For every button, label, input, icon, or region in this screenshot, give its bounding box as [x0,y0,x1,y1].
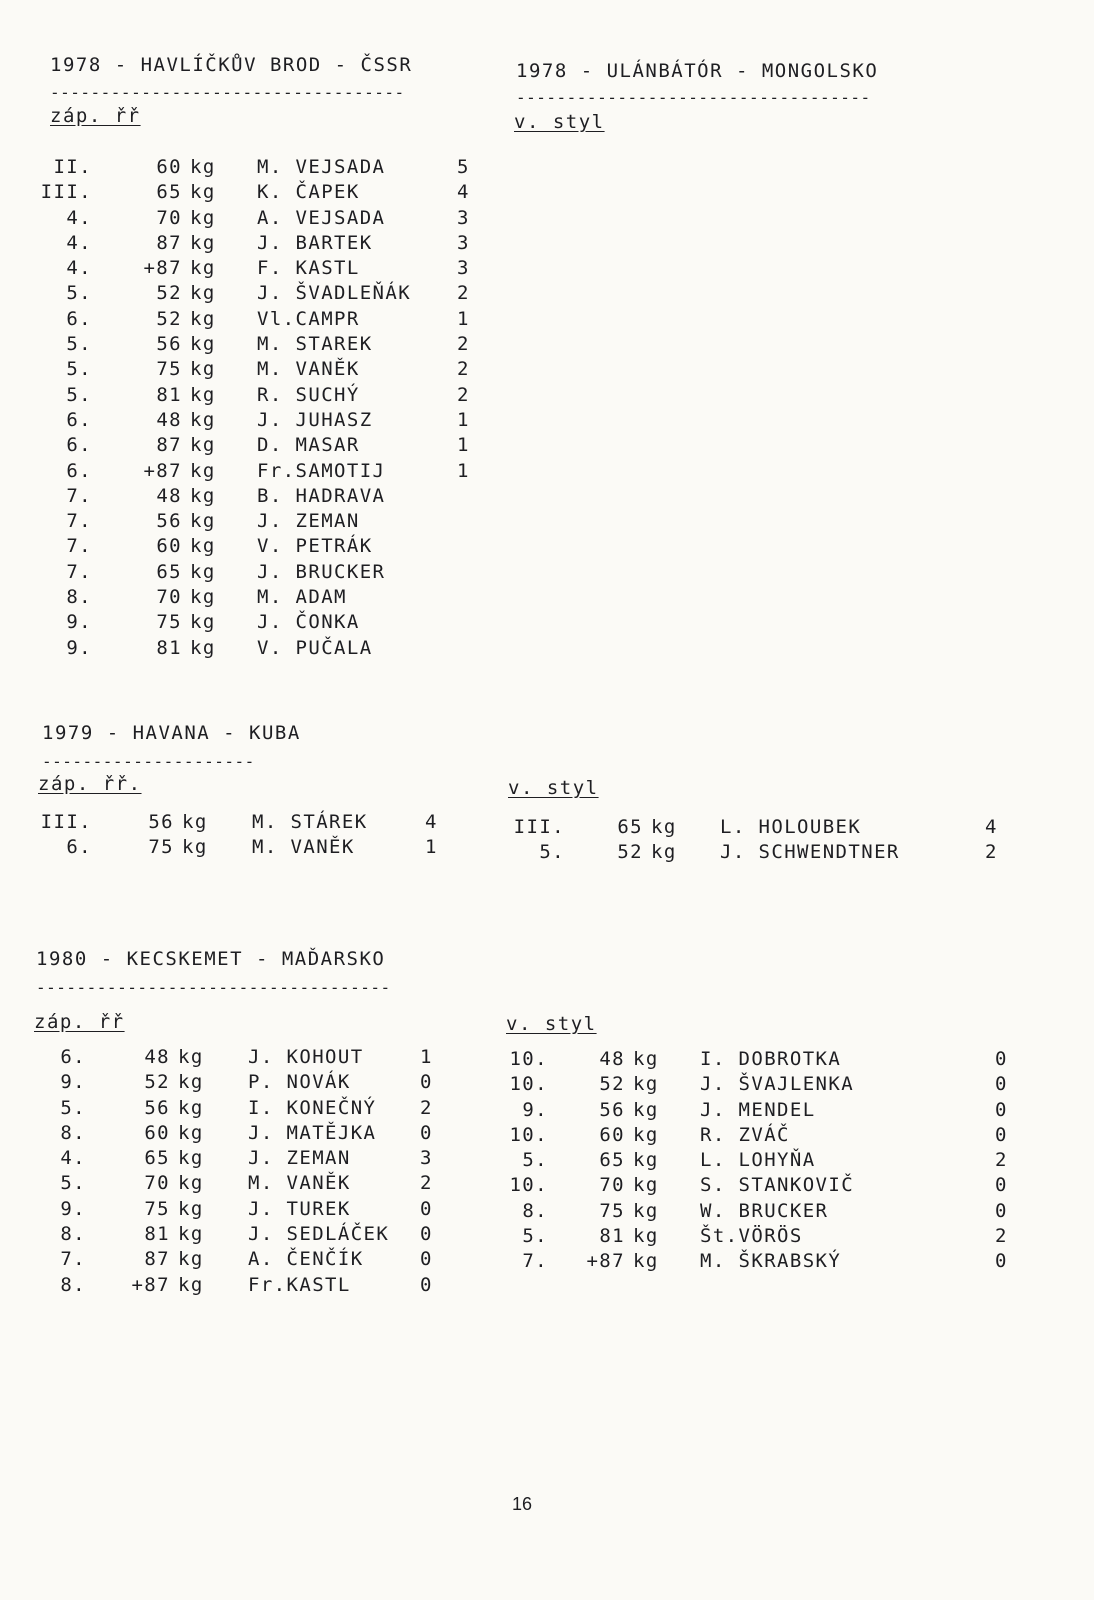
athlete-name: J. ZEMAN [257,510,360,533]
section-title-1978-havlickuv-brod: 1978 - HAVLÍČKŮV BROD - ČSSR [50,54,413,76]
weight-unit: kg [190,560,216,583]
weight-unit: kg [190,231,216,254]
dashed-rule: ----------------------------------- [50,88,405,98]
points: 2 [420,1172,433,1195]
result-row [0,1098,1094,1123]
weight-class: 70 [156,206,182,229]
placement: 5. [66,282,92,305]
weight-unit: kg [633,1073,659,1096]
weight-class: 48 [156,484,182,507]
style-label-zap-rr: záp. řř [34,1011,125,1033]
weight-class: 65 [599,1149,625,1172]
result-row [0,459,500,484]
result-row [0,1072,1094,1097]
dashed-rule: ----------------------------------- [516,93,871,103]
placement: 10. [509,1174,548,1197]
placement: 5. [522,1225,548,1248]
points: 0 [420,1071,433,1094]
weight-unit: kg [190,484,216,507]
weight-unit: kg [178,1096,204,1119]
placement: 9. [66,611,92,634]
athlete-name: Vl.CAMPR [257,307,360,330]
placement: 4. [60,1147,86,1170]
placement: 9. [60,1071,86,1094]
result-row [0,610,500,635]
result-row [0,1249,1094,1274]
weight-class: 75 [156,358,182,381]
placement: 6. [66,408,92,431]
style-label-zap-rr: záp. řř [50,105,141,127]
placement: 4. [66,206,92,229]
weight-unit: kg [190,510,216,533]
placement: 10. [509,1048,548,1070]
athlete-name: I. KONEČNÝ [248,1096,377,1119]
section-title-1980-kecskemet: 1980 - KECSKEMET - MAĎARSKO [36,948,386,970]
placement: 6. [66,434,92,457]
section-title-1978-ulanbator: 1978 - ULÁNBÁTÓR - MONGOLSKO [516,60,879,82]
placement: III. [40,181,92,204]
athlete-name: J. SEDLÁČEK [248,1223,390,1246]
points: 1 [457,459,470,482]
placement: 5. [66,358,92,381]
weight-unit: kg [633,1098,659,1121]
weight-unit: kg [178,1147,204,1170]
athlete-name: L. HOLOUBEK [720,816,862,838]
athlete-name: J. JUHASZ [257,408,373,431]
points: 1 [425,836,438,859]
weight-unit: kg [190,611,216,634]
athlete-name: P. NOVÁK [248,1071,351,1094]
athlete-name: M. VANĚK [248,1172,351,1195]
placement: 8. [60,1223,86,1246]
placement: 8. [66,586,92,609]
result-row [0,534,500,559]
placement: 9. [522,1098,548,1121]
points: 0 [995,1174,1008,1197]
result-row [0,155,500,180]
result-row [0,509,500,534]
placement: 5. [539,841,565,864]
weight-class: 56 [148,811,174,833]
athlete-name: J. ŠVADLEŇÁK [257,282,412,305]
weight-unit: kg [633,1174,659,1197]
weight-unit: kg [190,586,216,609]
weight-class: +87 [586,1250,625,1273]
weight-unit: kg [190,156,216,178]
placement: III. [513,816,565,838]
weight-unit: kg [633,1199,659,1222]
points: 4 [985,816,998,838]
athlete-name: M. ŠKRABSKÝ [700,1250,842,1273]
weight-unit: kg [190,434,216,457]
athlete-name: J. MATĚJKA [248,1121,377,1144]
weight-unit: kg [190,257,216,280]
athlete-name: A. VEJSADA [257,206,386,229]
weight-unit: kg [190,358,216,381]
section-title-1979-havana: 1979 - HAVANA - KUBA [42,722,301,744]
weight-class: 65 [156,181,182,204]
weight-class: 56 [156,510,182,533]
athlete-name: S. STANKOVIČ [700,1174,855,1197]
athlete-name: K. ČAPEK [257,181,360,204]
points: 1 [457,408,470,431]
athlete-name: I. DOBROTKA [700,1048,842,1070]
result-row [0,1123,1094,1148]
placement: 6. [60,1046,86,1068]
placement: 5. [60,1096,86,1119]
athlete-name: M. STAREK [257,333,373,356]
points: 2 [995,1149,1008,1172]
athlete-name: J. SCHWENDTNER [720,841,900,864]
weight-class: 48 [144,1046,170,1068]
weight-class: 52 [156,282,182,305]
athlete-name: J. ŠVAJLENKA [700,1073,855,1096]
weight-unit: kg [178,1172,204,1195]
dashed-rule: ----------------------------------- [36,983,391,993]
weight-unit: kg [190,408,216,431]
points: 0 [995,1123,1008,1146]
weight-class: +87 [143,459,182,482]
weight-class: 81 [144,1223,170,1246]
points: 0 [995,1073,1008,1096]
athlete-name: J. BARTEK [257,231,373,254]
weight-unit: kg [190,181,216,204]
placement: 10. [509,1073,548,1096]
points: 1 [420,1046,433,1068]
athlete-name: J. TUREK [248,1197,351,1220]
results-list-1979-v-styl [0,815,1094,866]
weight-unit: kg [190,307,216,330]
placement: 7. [522,1250,548,1273]
placement: 4. [66,231,92,254]
weight-class: 87 [156,231,182,254]
style-label-v-styl: v. styl [506,1013,597,1035]
weight-class: 65 [156,560,182,583]
placement: 9. [60,1197,86,1220]
athlete-name: V. PUČALA [257,636,373,659]
weight-unit: kg [182,836,208,859]
weight-class: 56 [599,1098,625,1121]
athlete-name: J. MENDEL [700,1098,816,1121]
result-row [0,1199,1094,1224]
style-label-zap-rr: záp. řř. [38,773,142,795]
placement: 5. [66,383,92,406]
weight-class: +87 [131,1273,170,1296]
athlete-name: W. BRUCKER [700,1199,829,1222]
result-row [0,815,1094,840]
result-row [0,307,500,332]
points: 0 [995,1199,1008,1222]
weight-unit: kg [190,206,216,229]
points: 3 [420,1147,433,1170]
placement: III. [40,811,92,833]
athlete-name: Fr.SAMOTIJ [257,459,386,482]
weight-class: 70 [156,586,182,609]
result-row [0,357,500,382]
weight-unit: kg [190,636,216,659]
result-row [0,560,500,585]
placement: 7. [66,560,92,583]
points: 2 [420,1096,433,1119]
points: 5 [457,156,470,178]
placement: 10. [509,1123,548,1146]
placement: 5. [66,333,92,356]
result-row [0,231,500,256]
athlete-name: M. VEJSADA [257,156,386,178]
result-row [0,332,500,357]
athlete-name: R. SUCHÝ [257,383,360,406]
style-label-v-styl: v. styl [514,111,605,133]
athlete-name: Št.VÖRÖS [700,1225,803,1248]
placement: 8. [60,1273,86,1296]
weight-class: 75 [599,1199,625,1222]
athlete-name: V. PETRÁK [257,535,373,558]
result-row [0,383,500,408]
weight-class: 81 [156,636,182,659]
weight-unit: kg [178,1223,204,1246]
weight-class: 56 [144,1096,170,1119]
athlete-name: L. LOHYŇA [700,1149,816,1172]
result-row [0,1224,1094,1249]
weight-class: 81 [156,383,182,406]
points: 3 [457,231,470,254]
weight-unit: kg [633,1250,659,1273]
result-row [0,281,500,306]
points: 0 [995,1098,1008,1121]
athlete-name: Fr.KASTL [248,1273,351,1296]
athlete-name: D. MASAR [257,434,360,457]
weight-class: 52 [156,307,182,330]
points: 0 [420,1223,433,1246]
weight-class: 65 [144,1147,170,1170]
result-row [0,840,1094,865]
weight-class: 48 [156,408,182,431]
athlete-name: B. HADRAVA [257,484,386,507]
weight-class: 52 [617,841,643,864]
points: 4 [457,181,470,204]
weight-unit: kg [651,816,677,838]
athlete-name: M. VANĚK [252,836,355,859]
placement: 7. [66,484,92,507]
placement: 8. [522,1199,548,1222]
placement: 6. [66,459,92,482]
points: 0 [995,1048,1008,1070]
weight-unit: kg [633,1149,659,1172]
results-list-1978-havlickuv-brod [0,155,500,661]
placement: 7. [60,1248,86,1271]
weight-class: 75 [148,836,174,859]
results-list-1980-v-styl [0,1047,1094,1275]
points: 0 [420,1121,433,1144]
weight-unit: kg [190,333,216,356]
result-row [0,1047,1094,1072]
placement: 7. [66,510,92,533]
result-row [0,1148,1094,1173]
athlete-name: F. KASTL [257,257,360,280]
weight-class: 60 [156,535,182,558]
weight-unit: kg [633,1048,659,1070]
athlete-name: J. BRUCKER [257,560,386,583]
weight-unit: kg [190,282,216,305]
weight-unit: kg [178,1046,204,1068]
weight-unit: kg [190,459,216,482]
weight-unit: kg [633,1123,659,1146]
weight-class: 48 [599,1048,625,1070]
athlete-name: M. ADAM [257,586,347,609]
athlete-name: J. KOHOUT [248,1046,364,1068]
points: 0 [995,1250,1008,1273]
weight-unit: kg [178,1121,204,1144]
athlete-name: R. ZVÁČ [700,1123,790,1146]
points: 2 [457,383,470,406]
weight-class: 75 [144,1197,170,1220]
athlete-name: M. STÁREK [252,811,368,833]
points: 3 [457,257,470,280]
result-row [0,636,500,661]
style-label-v-styl: v. styl [508,777,599,799]
points: 2 [985,841,998,864]
result-row [0,1173,1094,1198]
weight-unit: kg [182,811,208,833]
weight-class: +87 [143,257,182,280]
athlete-name: M. VANĚK [257,358,360,381]
placement: 8. [60,1121,86,1144]
weight-class: 81 [599,1225,625,1248]
points: 2 [457,282,470,305]
placement: 5. [60,1172,86,1195]
weight-unit: kg [190,535,216,558]
weight-class: 52 [144,1071,170,1094]
result-row [0,206,500,231]
placement: 9. [66,636,92,659]
result-row [0,408,500,433]
weight-unit: kg [633,1225,659,1248]
weight-class: 52 [599,1073,625,1096]
weight-class: 60 [144,1121,170,1144]
result-row [0,585,500,610]
weight-unit: kg [190,383,216,406]
page-number: 16 [512,1494,533,1514]
points: 1 [457,307,470,330]
weight-class: 87 [156,434,182,457]
points: 0 [420,1273,433,1296]
points: 3 [457,206,470,229]
weight-unit: kg [651,841,677,864]
weight-class: 75 [156,611,182,634]
athlete-name: J. ZEMAN [248,1147,351,1170]
points: 4 [425,811,438,833]
placement: 7. [66,535,92,558]
result-row [0,180,500,205]
athlete-name: A. ČENČÍK [248,1248,364,1271]
points: 2 [457,333,470,356]
points: 1 [457,434,470,457]
points: 0 [420,1197,433,1220]
points: 0 [420,1248,433,1271]
placement: 4. [66,257,92,280]
weight-unit: kg [178,1273,204,1296]
weight-unit: kg [178,1071,204,1094]
result-row [0,484,500,509]
athlete-name: J. ČONKA [257,611,360,634]
placement: 6. [66,836,92,859]
placement: II. [53,156,92,178]
weight-class: 70 [599,1174,625,1197]
points: 2 [457,358,470,381]
placement: 6. [66,307,92,330]
weight-class: 70 [144,1172,170,1195]
weight-class: 87 [144,1248,170,1271]
weight-unit: kg [178,1197,204,1220]
weight-class: 60 [599,1123,625,1146]
weight-class: 65 [617,816,643,838]
placement: 5. [522,1149,548,1172]
dashed-rule: --------------------- [42,757,255,767]
points: 2 [995,1225,1008,1248]
result-row [0,433,500,458]
result-row [0,256,500,281]
result-row [0,1273,500,1298]
weight-class: 60 [156,156,182,178]
weight-unit: kg [178,1248,204,1271]
weight-class: 56 [156,333,182,356]
